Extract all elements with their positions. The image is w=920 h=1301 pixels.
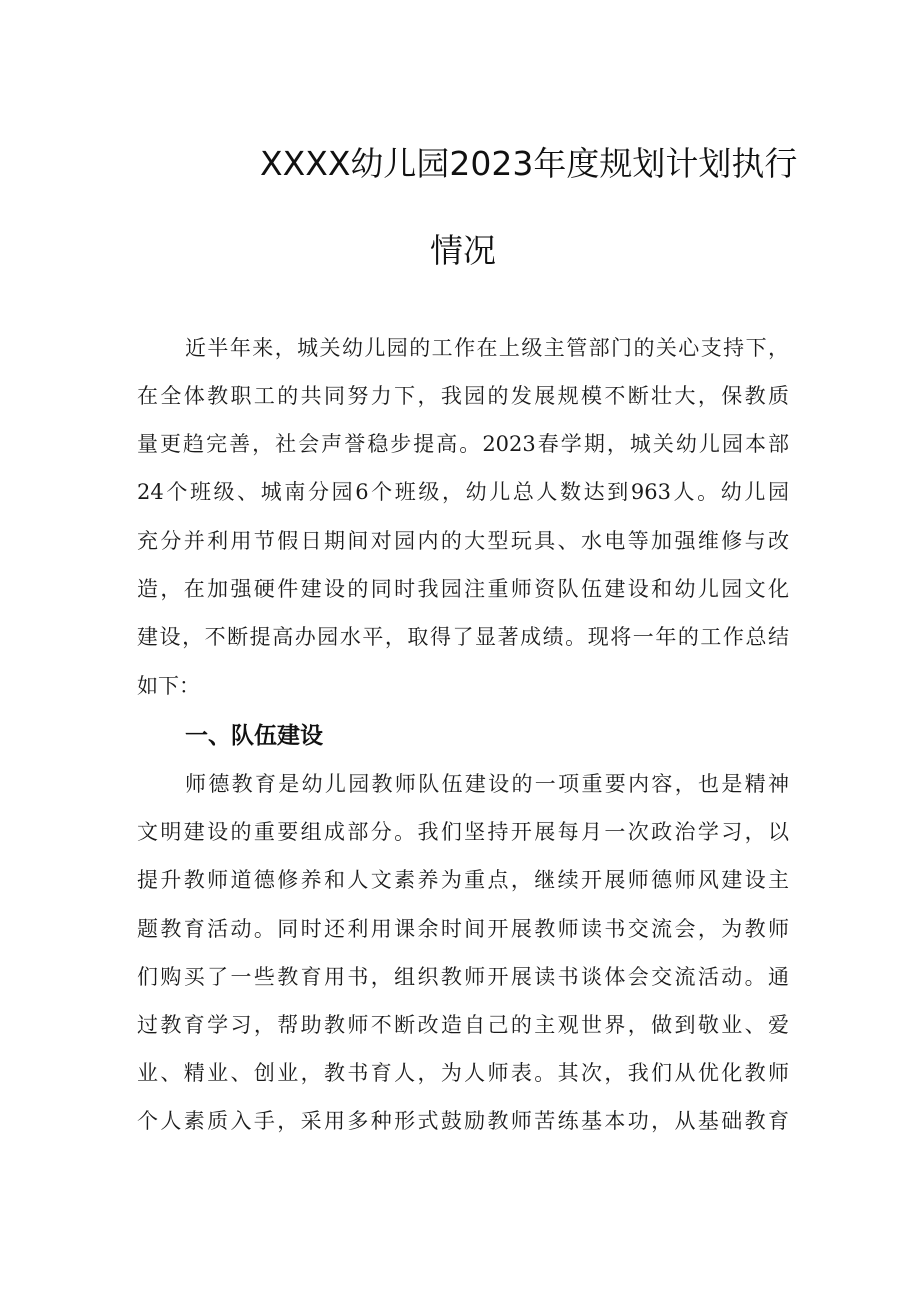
paragraph-line: 近半年来，城关幼儿园的工作在上级主管部门的关心支持下， bbox=[185, 336, 789, 360]
paragraph-line: 造，在加强硬件建设的同时我园注重师资队伍建设和幼儿园文化 bbox=[137, 577, 789, 601]
paragraph-line: 在全体教职工的共同努力下，我园的发展规模不断壮大，保教质 bbox=[137, 384, 789, 408]
paragraph-line: 量更趋完善，社会声誉稳步提高。2023春学期，城关幼儿园本部 bbox=[137, 432, 789, 456]
paragraph-line: 充分并利用节假日期间对园内的大型玩具、水电等加强维修与改 bbox=[137, 529, 789, 553]
paragraph-line: 业、精业、创业，教书育人，为人师表。其次，我们从优化教师 bbox=[137, 1061, 789, 1085]
paragraph-line: 题教育活动。同时还利用课余时间开展教师读书交流会，为教师 bbox=[137, 917, 789, 941]
paragraph-line: 建设，不断提高办园水平，取得了显著成绩。现将一年的工作总结 bbox=[137, 625, 789, 649]
paragraph-line: 24个班级、城南分园6个班级，幼儿总人数达到963人。幼儿园 bbox=[137, 480, 789, 504]
paragraph-line: 们购买了一些教育用书，组织教师开展读书谈体会交流活动。通 bbox=[137, 965, 789, 989]
paragraph-line: 过教育学习，帮助教师不断改造自己的主观世界，做到敬业、爱 bbox=[137, 1013, 789, 1037]
paragraph-line: 文明建设的重要组成部分。我们坚持开展每月一次政治学习，以 bbox=[137, 820, 789, 844]
document-title-line-1: XXXX幼儿园2023年度规划计划执行 bbox=[260, 144, 798, 183]
paragraph-line: 如下： bbox=[137, 674, 200, 698]
document-title-line-2: 情况 bbox=[430, 231, 496, 270]
paragraph-line: 提升教师道德修养和人文素养为重点，继续开展师德师风建设主 bbox=[137, 868, 789, 892]
paragraph-line: 师德教育是幼儿园教师队伍建设的一项重要内容，也是精神 bbox=[185, 772, 789, 796]
paragraph-line: 个人素质入手，采用多种形式鼓励教师苦练基本功，从基础教育 bbox=[137, 1109, 789, 1133]
section-heading-team-building: 一、队伍建设 bbox=[185, 723, 323, 749]
